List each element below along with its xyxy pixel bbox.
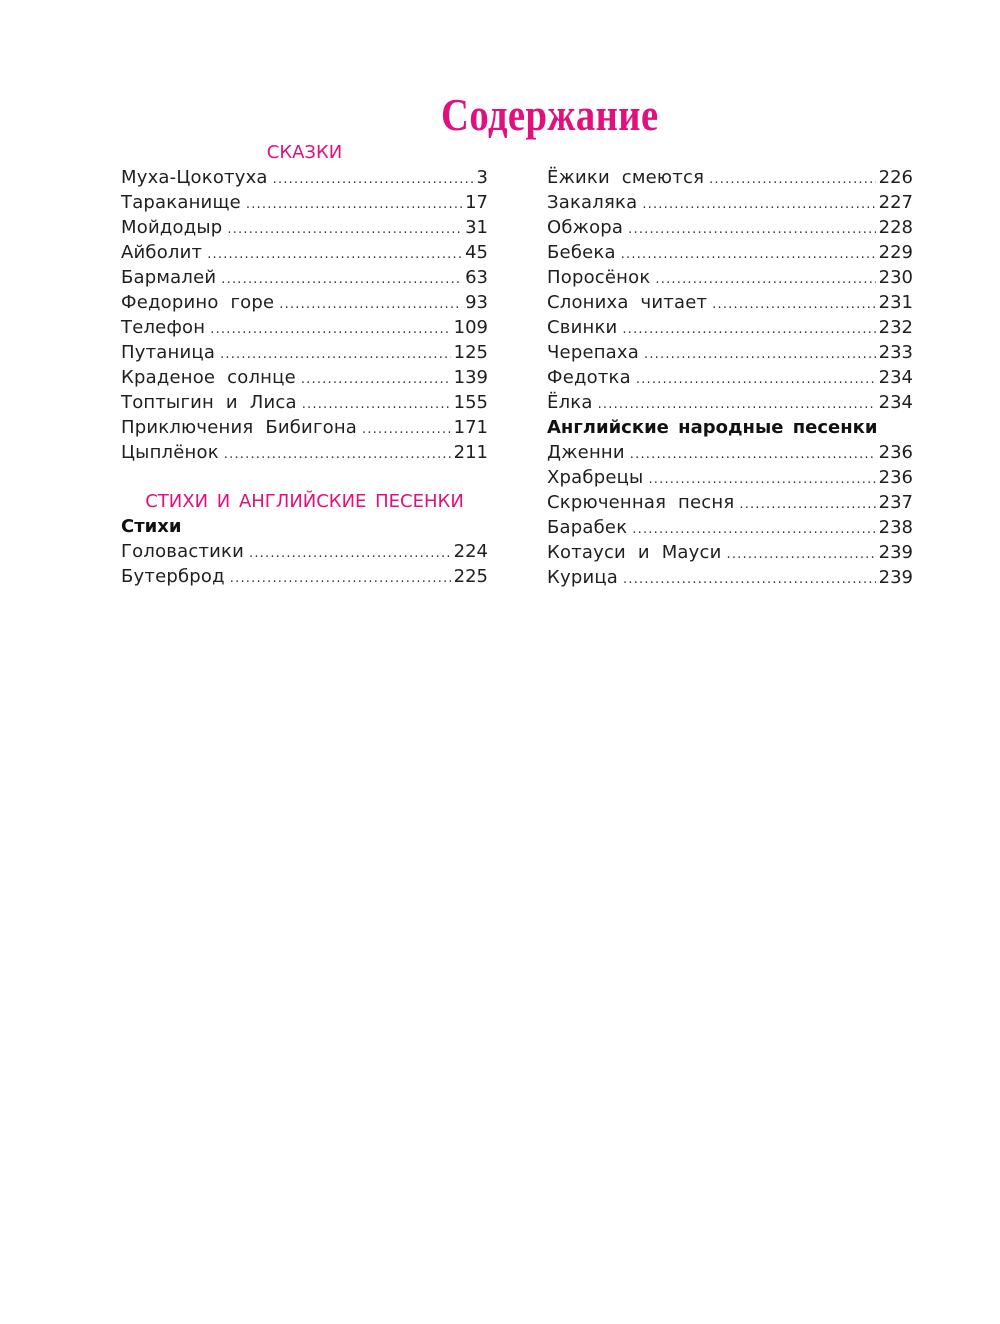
toc-entry <box>547 465 913 490</box>
toc-entry <box>547 390 913 415</box>
toc-entry <box>547 340 913 365</box>
toc-entry <box>121 315 488 340</box>
toc-entry <box>121 440 488 465</box>
toc-entry <box>547 365 913 390</box>
dot-leader <box>362 417 451 442</box>
toc-entry-title: Бутерброд <box>121 566 225 587</box>
toc-entry-title: Бебека <box>547 242 616 263</box>
dot-leader <box>623 567 876 592</box>
toc-entry <box>547 265 913 290</box>
toc-entry-title: Закаляка <box>547 192 638 213</box>
toc-entry-title: Федорино горе <box>121 292 275 313</box>
toc-entry-title: Слониха читает <box>547 292 708 313</box>
toc-entry-page-number: 239 <box>878 567 913 588</box>
toc-entry <box>547 215 913 240</box>
toc-entry <box>547 515 913 540</box>
toc-entry-title: Муха-Цокотуха <box>121 167 268 188</box>
dot-leader <box>273 167 474 192</box>
toc-entry-title: Приключения Бибигона <box>121 417 358 438</box>
tales-list <box>121 165 488 465</box>
toc-entry-page-number: 139 <box>453 367 488 388</box>
toc-entry-title: Цыплёнок <box>121 442 219 463</box>
toc-entry <box>547 490 913 515</box>
subsection-heading-poems: Стихи <box>121 516 182 537</box>
dot-leader <box>709 167 876 192</box>
dot-leader <box>224 442 451 467</box>
dot-leader <box>621 242 876 267</box>
toc-entry-title: Айболит <box>121 242 203 263</box>
toc-entry-title: Ёлка <box>547 392 593 413</box>
dot-leader <box>632 517 875 542</box>
dot-leader <box>622 317 875 342</box>
dot-leader <box>220 342 451 367</box>
toc-entry <box>547 165 913 190</box>
toc-entry-page-number: 31 <box>465 217 488 238</box>
toc-entry-page-number: 225 <box>453 566 488 587</box>
toc-entry <box>121 240 488 265</box>
toc-entry <box>121 340 488 365</box>
dot-leader <box>230 566 451 591</box>
toc-entry-page-number: 3 <box>476 167 488 188</box>
toc-entry-title: Дженни <box>547 442 625 463</box>
toc-entry-title: Ёжики смеются <box>547 167 705 188</box>
toc-entry-title: Обжора <box>547 217 624 238</box>
toc-entry-title: Барабек <box>547 517 628 538</box>
poems-list-right <box>547 165 913 415</box>
toc-entry <box>121 165 488 190</box>
dot-leader <box>207 242 462 267</box>
dot-leader <box>221 267 462 292</box>
toc-entry <box>547 440 913 465</box>
toc-entry-title: Головастики <box>121 541 244 562</box>
toc-entry <box>547 315 913 340</box>
toc-entry-page-number: 228 <box>878 217 913 238</box>
toc-entry-title: Тараканище <box>121 192 241 213</box>
toc-entry-page-number: 226 <box>878 167 913 188</box>
toc-entry-title: Черепаха <box>547 342 639 363</box>
toc-entry-page-number: 17 <box>465 192 488 213</box>
toc-entry-page-number: 239 <box>878 542 913 563</box>
toc-entry-page-number: 211 <box>453 442 488 463</box>
dot-leader <box>301 367 451 392</box>
toc-entry-page-number: 45 <box>465 242 488 263</box>
toc-entry-page-number: 237 <box>878 492 913 513</box>
dot-leader <box>648 467 875 492</box>
toc-entry-page-number: 224 <box>453 541 488 562</box>
toc-entry-page-number: 125 <box>453 342 488 363</box>
dot-leader <box>246 192 462 217</box>
dot-leader <box>302 392 451 417</box>
toc-entry-page-number: 232 <box>878 317 913 338</box>
toc-entry-title: Храбрецы <box>547 467 644 488</box>
dot-leader <box>739 492 875 517</box>
toc-entry <box>547 540 913 565</box>
toc-entry-title: Бармалей <box>121 267 217 288</box>
toc-entry-page-number: 231 <box>878 292 913 313</box>
dot-leader <box>249 541 451 566</box>
poems-list-left <box>121 539 488 589</box>
dot-leader <box>636 367 876 392</box>
toc-entry-page-number: 109 <box>453 317 488 338</box>
toc-entry-page-number: 234 <box>878 367 913 388</box>
toc-entry-page-number: 234 <box>878 392 913 413</box>
toc-entry-title: Федотка <box>547 367 631 388</box>
toc-entry-title: Свинки <box>547 317 618 338</box>
toc-right-column <box>547 165 913 590</box>
toc-entry <box>547 290 913 315</box>
toc-entry-page-number: 233 <box>878 342 913 363</box>
toc-entry-page-number: 227 <box>878 192 913 213</box>
toc-entry-page-number: 93 <box>465 292 488 313</box>
page-title: Содержание <box>441 89 659 140</box>
toc-entry <box>121 564 488 589</box>
english-songs-list <box>547 440 913 590</box>
toc-entry <box>121 390 488 415</box>
toc-entry-title: Котауси и Мауси <box>547 542 722 563</box>
dot-leader <box>644 342 876 367</box>
toc-entry <box>121 290 488 315</box>
toc-entry <box>121 265 488 290</box>
toc-entry-page-number: 238 <box>878 517 913 538</box>
toc-entry-page-number: 236 <box>878 442 913 463</box>
dot-leader <box>655 267 875 292</box>
toc-entry <box>121 215 488 240</box>
toc-entry <box>121 415 488 440</box>
toc-entry <box>547 240 913 265</box>
subsection-heading-english-songs: Английские народные песенки <box>547 417 878 438</box>
dot-leader <box>630 442 876 467</box>
toc-entry <box>547 565 913 590</box>
toc-entry-page-number: 230 <box>878 267 913 288</box>
toc-left-column <box>121 140 488 589</box>
toc-entry-title: Путаница <box>121 342 216 363</box>
toc-entry-title: Скрюченная песня <box>547 492 735 513</box>
toc-entry <box>121 539 488 564</box>
dot-leader <box>279 292 462 317</box>
toc-entry <box>121 190 488 215</box>
toc-entry-page-number: 171 <box>453 417 488 438</box>
dot-leader <box>210 317 450 342</box>
dot-leader <box>227 217 462 242</box>
toc-entry-title: Мойдодыр <box>121 217 223 238</box>
toc-entry <box>547 190 913 215</box>
dot-leader <box>712 292 875 317</box>
section-heading-poems-songs: СТИХИ И АНГЛИЙСКИЕ ПЕСЕНКИ <box>145 491 464 512</box>
toc-entry-page-number: 236 <box>878 467 913 488</box>
toc-entry-title: Поросёнок <box>547 267 651 288</box>
dot-leader <box>727 542 876 567</box>
toc-entry-page-number: 63 <box>465 267 488 288</box>
toc-entry-title: Телефон <box>121 317 206 338</box>
toc-entry <box>121 365 488 390</box>
dot-leader <box>642 192 875 217</box>
toc-entry-title: Краденое солнце <box>121 367 296 388</box>
dot-leader <box>598 392 876 417</box>
toc-entry-page-number: 155 <box>453 392 488 413</box>
toc-entry-title: Топтыгин и Лиса <box>121 392 297 413</box>
toc-entry-page-number: 229 <box>878 242 913 263</box>
dot-leader <box>628 217 875 242</box>
section-heading-tales: СКАЗКИ <box>266 142 343 163</box>
toc-entry-title: Курица <box>547 567 619 588</box>
